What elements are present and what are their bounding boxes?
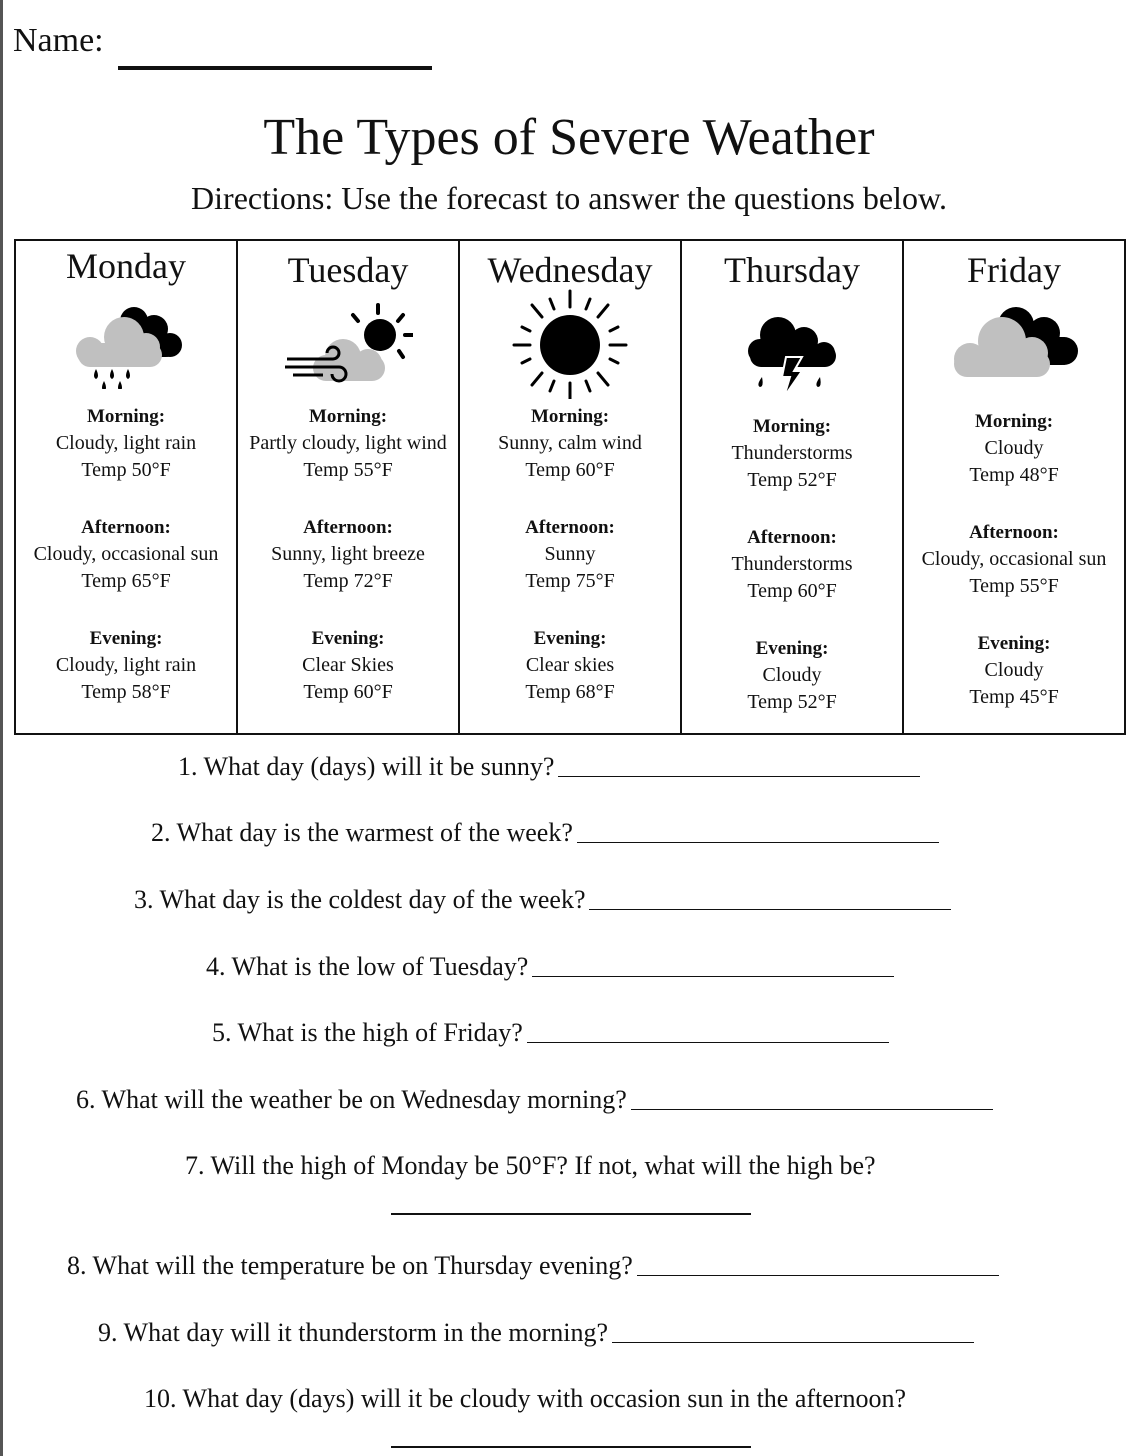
- question-3: [134, 885, 951, 915]
- forecast-period: [682, 635, 902, 746]
- question-text: 1. What day (days) will it be sunny?: [178, 752, 555, 781]
- forecast-period: [460, 625, 680, 736]
- period-temp: Temp 58°F: [81, 681, 171, 703]
- answer-line[interactable]: [612, 1342, 974, 1344]
- answer-line[interactable]: [527, 1042, 889, 1044]
- question-9: [98, 1318, 974, 1348]
- period-label: Evening:: [311, 628, 385, 649]
- period-label: Evening:: [533, 628, 607, 649]
- period-temp: Temp 48°F: [969, 464, 1059, 486]
- question-text: 5. What is the high of Friday?: [212, 1018, 523, 1047]
- forecast-period: [904, 519, 1124, 630]
- period-label: Morning:: [974, 411, 1054, 432]
- period-weather: Sunny: [544, 543, 596, 565]
- forecast-period: [238, 625, 458, 736]
- forecast-period: [238, 403, 458, 514]
- forecast-period: [460, 514, 680, 625]
- period-weather: Thunderstorms: [731, 442, 853, 464]
- day-name: Thursday: [724, 250, 860, 290]
- partly-cloudy-wind-icon: [283, 301, 413, 396]
- period-temp: Temp 45°F: [969, 686, 1059, 708]
- forecast-period: [16, 403, 236, 514]
- question-text: 8. What will the temperature be on Thursday evening?: [67, 1251, 633, 1280]
- day-column-thursday: [682, 241, 904, 733]
- question-text: 7. Will the high of Monday be 50°F? If not, what will the high be?: [185, 1151, 876, 1180]
- directions: Directions: Use the forecast to answer the questions below.: [191, 180, 947, 216]
- period-temp: Temp 52°F: [747, 469, 837, 491]
- question-7: [185, 1151, 876, 1181]
- question-5: [212, 1018, 889, 1048]
- forecast-table: [14, 239, 1126, 735]
- period-weather: Sunny, calm wind: [498, 432, 642, 454]
- period-weather: Thunderstorms: [731, 553, 853, 575]
- period-weather: Partly cloudy, light wind: [249, 432, 447, 454]
- period-weather: Clear skies: [525, 654, 615, 676]
- period-weather: Cloudy, occasional sun: [33, 543, 219, 565]
- question-10: [144, 1384, 906, 1414]
- period-label: Afternoon:: [81, 517, 171, 538]
- question-6: [76, 1085, 993, 1115]
- period-label: Evening:: [755, 638, 829, 659]
- period-label: Afternoon:: [969, 522, 1059, 543]
- period-temp: Temp 50°F: [81, 459, 171, 481]
- forecast-period: [904, 408, 1124, 519]
- question-text: 2. What day is the warmest of the week?: [151, 818, 573, 847]
- page-title: The Types of Severe Weather: [263, 109, 875, 166]
- question-2: [151, 818, 939, 848]
- period-temp: Temp 60°F: [303, 681, 393, 703]
- day-name: Friday: [967, 250, 1061, 290]
- day-name: Monday: [66, 246, 186, 286]
- period-weather: Cloudy, light rain: [55, 654, 197, 676]
- day-column-wednesday: [460, 241, 682, 733]
- period-temp: Temp 75°F: [525, 570, 615, 592]
- period-weather: Cloudy, occasional sun: [921, 548, 1107, 570]
- forecast-period: [904, 630, 1124, 741]
- answer-line[interactable]: [391, 1213, 751, 1215]
- forecast-period: [682, 524, 902, 635]
- answer-line[interactable]: [589, 909, 951, 911]
- period-label: Morning:: [308, 406, 388, 427]
- period-weather: Cloudy: [984, 437, 1044, 459]
- period-temp: Temp 60°F: [747, 580, 837, 602]
- period-label: Afternoon:: [525, 517, 615, 538]
- period-temp: Temp 52°F: [747, 691, 837, 713]
- day-name: Wednesday: [487, 250, 653, 290]
- cloud-rain-icon: [66, 299, 186, 394]
- question-text: 4. What is the low of Tuesday?: [206, 952, 529, 981]
- day-name: Tuesday: [287, 250, 409, 290]
- question-4: [206, 952, 894, 982]
- period-temp: Temp 55°F: [969, 575, 1059, 597]
- period-temp: Temp 60°F: [525, 459, 615, 481]
- day-column-monday: [16, 241, 238, 733]
- period-label: Afternoon:: [747, 527, 837, 548]
- period-label: Morning:: [86, 406, 166, 427]
- answer-line[interactable]: [558, 776, 920, 778]
- answer-line[interactable]: [637, 1275, 999, 1277]
- period-temp: Temp 65°F: [81, 570, 171, 592]
- answer-line[interactable]: [577, 842, 939, 844]
- period-weather: Sunny, light breeze: [271, 543, 425, 565]
- question-text: 10. What day (days) will it be cloudy with occasion sun in the afternoon?: [144, 1384, 906, 1413]
- day-column-friday: [904, 241, 1124, 733]
- cloudy-icon: [944, 303, 1084, 388]
- forecast-period: [682, 413, 902, 524]
- question-1: [178, 752, 920, 782]
- period-label: Evening:: [89, 628, 163, 649]
- thunderstorm-icon: [742, 311, 842, 406]
- forecast-period: [238, 514, 458, 625]
- forecast-period: [16, 625, 236, 736]
- answer-line[interactable]: [391, 1446, 751, 1448]
- answer-line[interactable]: [532, 976, 894, 978]
- answer-line[interactable]: [631, 1109, 993, 1111]
- forecast-period: [460, 403, 680, 514]
- period-temp: Temp 55°F: [303, 459, 393, 481]
- question-8: [67, 1251, 999, 1281]
- period-label: Morning:: [530, 406, 610, 427]
- period-temp: Temp 72°F: [303, 570, 393, 592]
- period-weather: Cloudy: [984, 659, 1044, 681]
- period-label: Afternoon:: [303, 517, 393, 538]
- period-weather: Clear Skies: [302, 654, 394, 676]
- period-label: Evening:: [977, 633, 1051, 654]
- forecast-period: [16, 514, 236, 625]
- name-label: Name:: [13, 22, 104, 59]
- period-weather: Cloudy: [762, 664, 822, 686]
- sun-icon: [510, 289, 630, 404]
- name-input-line[interactable]: [118, 66, 432, 70]
- period-weather: Cloudy, light rain: [55, 432, 197, 454]
- period-temp: Temp 68°F: [525, 681, 615, 703]
- period-label: Morning:: [752, 416, 832, 437]
- day-column-tuesday: [238, 241, 460, 733]
- question-text: 6. What will the weather be on Wednesday morning?: [76, 1085, 627, 1114]
- question-text: 9. What day will it thunderstorm in the morning?: [98, 1318, 609, 1347]
- question-text: 3. What day is the coldest day of the week?: [134, 885, 586, 914]
